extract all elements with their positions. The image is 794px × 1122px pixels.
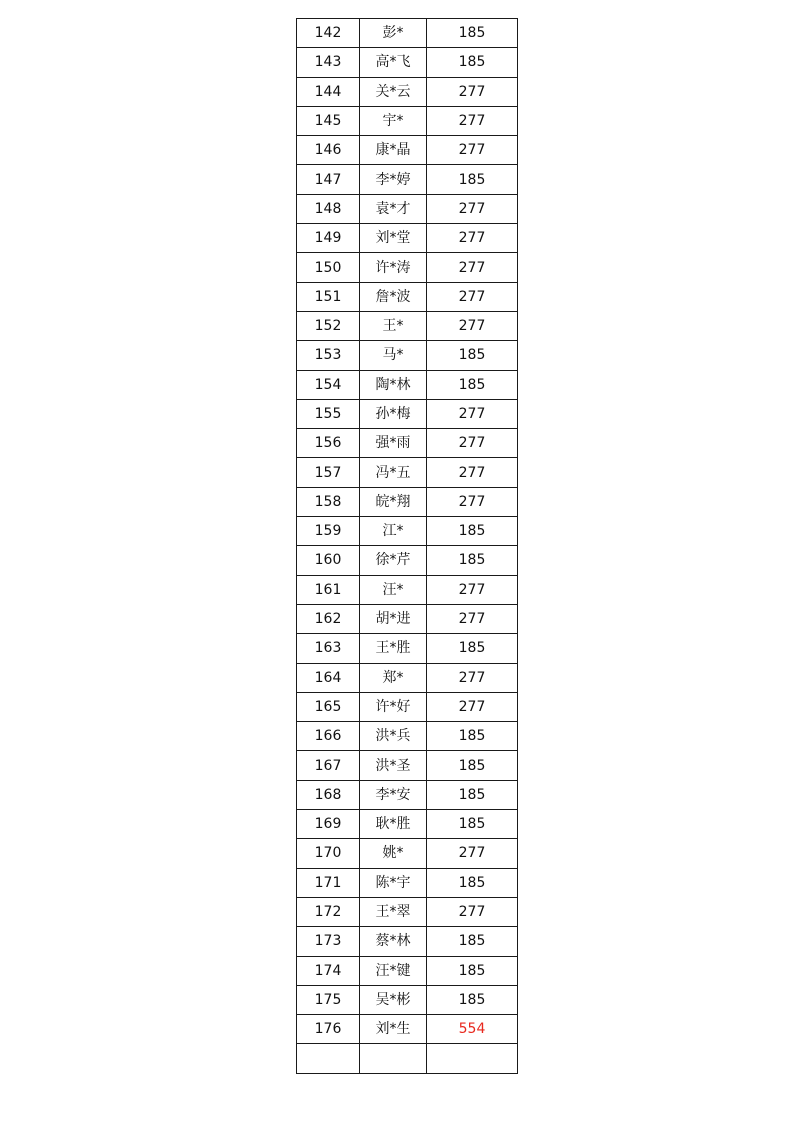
row-number-cell: 174 xyxy=(297,956,360,985)
amount-cell: 277 xyxy=(427,253,518,282)
row-number-cell: 168 xyxy=(297,780,360,809)
row-number-cell: 170 xyxy=(297,839,360,868)
amount-cell: 277 xyxy=(427,106,518,135)
name-cell: 李*安 xyxy=(360,780,427,809)
amount-cell: 185 xyxy=(427,634,518,663)
amount-cell: 277 xyxy=(427,663,518,692)
table-row xyxy=(297,517,518,546)
amount-cell: 185 xyxy=(427,956,518,985)
table-row xyxy=(297,546,518,575)
row-number-cell: 159 xyxy=(297,517,360,546)
row-number-cell: 161 xyxy=(297,575,360,604)
amount-cell: 277 xyxy=(427,77,518,106)
name-cell: 王* xyxy=(360,311,427,340)
name-cell: 关*云 xyxy=(360,77,427,106)
table-row xyxy=(297,634,518,663)
name-cell: 詹*波 xyxy=(360,282,427,311)
row-number-cell: 175 xyxy=(297,985,360,1014)
row-number-cell: 144 xyxy=(297,77,360,106)
amount-cell: 277 xyxy=(427,224,518,253)
amount-cell: 277 xyxy=(427,692,518,721)
row-number-cell: 142 xyxy=(297,19,360,48)
amount-cell: 277 xyxy=(427,897,518,926)
amount-cell: 185 xyxy=(427,722,518,751)
name-cell xyxy=(360,1044,427,1073)
amount-cell xyxy=(427,1044,518,1073)
row-number-cell: 173 xyxy=(297,927,360,956)
row-number-cell: 143 xyxy=(297,48,360,77)
amount-cell: 277 xyxy=(427,282,518,311)
name-cell: 姚* xyxy=(360,839,427,868)
amount-cell: 185 xyxy=(427,810,518,839)
table-row xyxy=(297,868,518,897)
row-number-cell: 172 xyxy=(297,897,360,926)
name-cell: 强*雨 xyxy=(360,429,427,458)
table-row xyxy=(297,604,518,633)
row-number-cell: 154 xyxy=(297,370,360,399)
row-number-cell: 145 xyxy=(297,106,360,135)
row-number-cell: 176 xyxy=(297,1015,360,1044)
row-number-cell: 157 xyxy=(297,458,360,487)
row-number-cell: 148 xyxy=(297,194,360,223)
name-cell: 许*涛 xyxy=(360,253,427,282)
amount-cell: 185 xyxy=(427,868,518,897)
table-row xyxy=(297,48,518,77)
table-row xyxy=(297,780,518,809)
table-row xyxy=(297,927,518,956)
row-number-cell: 146 xyxy=(297,136,360,165)
amount-cell: 185 xyxy=(427,48,518,77)
roster-table xyxy=(296,18,518,1074)
amount-cell: 277 xyxy=(427,429,518,458)
amount-cell: 277 xyxy=(427,575,518,604)
table-row xyxy=(297,429,518,458)
name-cell: 刘*堂 xyxy=(360,224,427,253)
table-row xyxy=(297,370,518,399)
amount-cell: 277 xyxy=(427,458,518,487)
name-cell: 冯*五 xyxy=(360,458,427,487)
table-row xyxy=(297,224,518,253)
table-row xyxy=(297,341,518,370)
amount-cell: 185 xyxy=(427,341,518,370)
name-cell: 吴*彬 xyxy=(360,985,427,1014)
row-number-cell: 169 xyxy=(297,810,360,839)
row-number-cell: 160 xyxy=(297,546,360,575)
row-number-cell: 164 xyxy=(297,663,360,692)
table-row xyxy=(297,253,518,282)
row-number-cell: 151 xyxy=(297,282,360,311)
name-cell: 陶*林 xyxy=(360,370,427,399)
table-row xyxy=(297,839,518,868)
row-number-cell: 163 xyxy=(297,634,360,663)
table-row xyxy=(297,311,518,340)
table-row xyxy=(297,282,518,311)
table-row xyxy=(297,194,518,223)
row-number-cell: 158 xyxy=(297,487,360,516)
amount-cell: 277 xyxy=(427,487,518,516)
name-cell: 马* xyxy=(360,341,427,370)
name-cell: 宇* xyxy=(360,106,427,135)
name-cell: 徐*芹 xyxy=(360,546,427,575)
row-number-cell: 153 xyxy=(297,341,360,370)
table-row xyxy=(297,575,518,604)
row-number-cell: 152 xyxy=(297,311,360,340)
row-number-cell: 149 xyxy=(297,224,360,253)
row-number-cell: 155 xyxy=(297,399,360,428)
row-number-cell: 167 xyxy=(297,751,360,780)
name-cell: 刘*生 xyxy=(360,1015,427,1044)
table-row xyxy=(297,487,518,516)
name-cell: 高*飞 xyxy=(360,48,427,77)
name-cell: 康*晶 xyxy=(360,136,427,165)
row-number-cell: 162 xyxy=(297,604,360,633)
table-row xyxy=(297,692,518,721)
table-row xyxy=(297,663,518,692)
name-cell: 郑* xyxy=(360,663,427,692)
table-row xyxy=(297,1015,518,1044)
table-row xyxy=(297,458,518,487)
name-cell: 皖*翔 xyxy=(360,487,427,516)
row-number-cell: 147 xyxy=(297,165,360,194)
name-cell: 彭* xyxy=(360,19,427,48)
amount-cell: 277 xyxy=(427,136,518,165)
amount-cell: 185 xyxy=(427,517,518,546)
name-cell: 孙*梅 xyxy=(360,399,427,428)
name-cell: 江* xyxy=(360,517,427,546)
name-cell: 耿*胜 xyxy=(360,810,427,839)
amount-cell: 185 xyxy=(427,927,518,956)
amount-cell: 185 xyxy=(427,546,518,575)
table-row xyxy=(297,897,518,926)
name-cell: 陈*宇 xyxy=(360,868,427,897)
name-cell: 袁*才 xyxy=(360,194,427,223)
amount-cell: 277 xyxy=(427,604,518,633)
table-row xyxy=(297,136,518,165)
name-cell: 洪*圣 xyxy=(360,751,427,780)
row-number-cell: 150 xyxy=(297,253,360,282)
amount-cell: 277 xyxy=(427,399,518,428)
name-cell: 王*翠 xyxy=(360,897,427,926)
amount-cell: 277 xyxy=(427,839,518,868)
table-row xyxy=(297,956,518,985)
name-cell: 汪* xyxy=(360,575,427,604)
table-row xyxy=(297,722,518,751)
row-number-cell: 156 xyxy=(297,429,360,458)
amount-cell: 185 xyxy=(427,165,518,194)
name-cell: 汪*键 xyxy=(360,956,427,985)
table-row xyxy=(297,810,518,839)
row-number-cell: 165 xyxy=(297,692,360,721)
row-number-cell: 171 xyxy=(297,868,360,897)
table-row xyxy=(297,985,518,1014)
table-row xyxy=(297,106,518,135)
amount-cell: 185 xyxy=(427,19,518,48)
row-number-cell: 166 xyxy=(297,722,360,751)
name-cell: 胡*进 xyxy=(360,604,427,633)
name-cell: 洪*兵 xyxy=(360,722,427,751)
name-cell: 李*婷 xyxy=(360,165,427,194)
table-row xyxy=(297,77,518,106)
name-cell: 王*胜 xyxy=(360,634,427,663)
table-row xyxy=(297,751,518,780)
amount-cell: 554 xyxy=(427,1015,518,1044)
amount-cell: 185 xyxy=(427,751,518,780)
roster-table-body xyxy=(297,19,518,1074)
amount-cell: 185 xyxy=(427,985,518,1014)
amount-cell: 185 xyxy=(427,370,518,399)
amount-cell: 185 xyxy=(427,780,518,809)
table-row xyxy=(297,19,518,48)
name-cell: 蔡*林 xyxy=(360,927,427,956)
amount-cell: 277 xyxy=(427,194,518,223)
amount-cell: 277 xyxy=(427,311,518,340)
name-cell: 许*好 xyxy=(360,692,427,721)
row-number-cell xyxy=(297,1044,360,1073)
table-row xyxy=(297,1044,518,1073)
table-row xyxy=(297,165,518,194)
table-row xyxy=(297,399,518,428)
